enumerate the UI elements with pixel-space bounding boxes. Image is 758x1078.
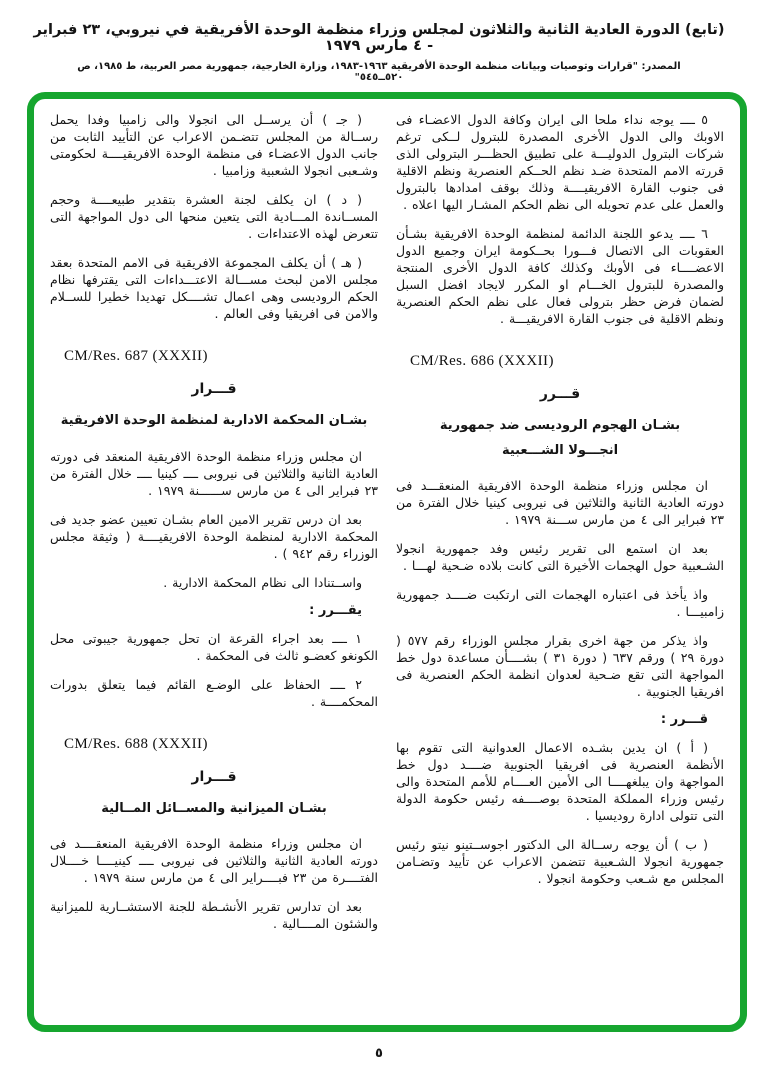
session-title: (تابع) الدورة العادية الثانية والثلاثون لمجلس وزراء منظمة الوحدة الأفريقية في نيروبي، ٢٣ فبراير - ٤ مارس ١٩٧٩	[33, 22, 725, 54]
preamble-687-1: ان مجلس وزراء منظمة الوحدة الافريقية المنعقد فى دورته العادية الثانية والثلاثين فى نيروبى ــــ كينيا ــــ خلال الفترة من ٢٣ فبراير الى ٤ من مارس ســــــنة ١٩٧٩ .	[50, 448, 378, 498]
decision-heading-686: قـــرر	[539, 386, 581, 402]
preamble-686-4: واذ يذكر من جهة اخرى بقرار مجلس الوزراء رقم ٥٧٧ ( دورة ٢٩ ) ورقم ٦٣٧ ( دورة ٣١ ) بشــــأن مساعدة دول خط المواجهة التى تقع ضـحية لعدوان انظمة الحكم العنصرية فى افريقيا الجنوبية .	[396, 633, 724, 700]
source-citation: المصدر: "قرارات وتوصيات وبيانات منظمة الوحدة الأفريقية ١٩٦٣-١٩٨٣، وزارة الخارجية، جمهورية مصر العربية، ط ١٩٨٥، ص ٥٢٠ــ٥٤٥"	[77, 61, 681, 83]
page-number: ٥	[375, 1046, 383, 1061]
decision-heading-687: قـــرار	[191, 381, 237, 397]
resolution-number-686: CM/Res. 686 (XXXII)	[410, 353, 554, 369]
operative-item-b: ( ب ) أن يوجه رســالة الى الدكتور اجوســتينو نيتو رئيس جمهورية انجولا الشـعبية تتضمن الاعراب عن تأييد وتضـامن المجلس مع شـعب وحكومة انجولا .	[396, 837, 724, 887]
paragraph-5: ٥ ــــ يوجه نداء ملحا الى ايران وكافة الدول الاعضـاء فى الاوبك والى الدول الأخرى المصدرة للبترول لــكى ترغم شركات البترول الدوليـــة على تطبيق الحظـــر البترولى الذى قررته الامم المتحدة ضـد نظم الحــكم العنصرية ونظم الاقلية فى جنوب القارة الافريقيــــة وذلك بوقف امدادها بالبترول والعمل على عدم تحويله الى نظم الحكم المشـار اليها اعلاه .	[396, 112, 724, 212]
subject-686-line1: بشـان الهجوم الروديسى ضد جمهورية	[439, 418, 681, 433]
right-column	[396, 111, 724, 1017]
subject-686-line2: انجـــولا الشـــعبية	[501, 442, 619, 458]
preamble-686-1: ان مجلس وزراء منظمة الوحدة الافريقية المنعقـــد فى دورته العادية الثانية والثلاثين فى نيروبى كينيا خلال الفترة من ٢٣ فبراير الى ٤ من مارس ســـنة ١٩٧٩ .	[396, 478, 724, 528]
operative-item-d: ( د ) ان يكلف لجنة العشرة بتقدير طبيعــــة وحجم المســاندة المـــادية التى يتعين منحها الى دول المواجهة التى تتعرض لهذه الاعتداءات .	[50, 192, 378, 241]
content-frame	[27, 92, 747, 1032]
left-column	[50, 111, 378, 1017]
subject-686	[396, 414, 724, 463]
decides-label-687: يقـــرر :	[309, 602, 362, 618]
preamble-687-3: واســتنادا الى نظام المحكمة الادارية .	[163, 574, 362, 590]
resolution-number-687: CM/Res. 687 (XXXII)	[64, 348, 208, 364]
preamble-686-3: واذ يأخذ فى اعتباره الهجمات التى ارتكبت ضــــد جمهورية زامبيـــا .	[396, 587, 724, 620]
preamble-686-2: بعد ان استمع الى تقرير رئيس وفد جمهورية انجولا الشـعبية حول الهجمات الأخيرة التى كانت بلاده ضـحية لهـــا .	[396, 541, 724, 574]
operative-item-1: ١ ــــ بعد اجراء القرعة ان تحل جمهورية جيبوتى محل الكونغو كعضـو ثالث فى المحكمة .	[50, 630, 378, 663]
operative-item-a: ( أ ) ان يدين بشـده الاعمال العدوانية التى تقوم بها الأنظمة العنصرية فى افريقيا الجنوبية ضــــد دول خط المواجهة وان يبلغهــــا الى الأمين العــــام للأمم المتحدة والى رئيس وزراء المملكة المتحدة بوصــــفه رئيس حكومة الدولة التى تتولى ادارة روديسيا .	[396, 740, 724, 824]
resolution-number-688: CM/Res. 688 (XXXII)	[64, 735, 208, 752]
decision-heading-688: قـــرار	[191, 768, 237, 785]
operative-item-2: ٢ ــــ الحفاظ على الوضـع القائم فيما يتعلق بدورات المحكمــــة .	[50, 676, 378, 709]
paragraph-6: ٦ ــــ يدعو اللجنة الدائمة لمنظمة الوحدة الافريقية بشـأن العقوبات الى الاتصال فـــورا بحــكومة ايران وجميع الدول الاعضــــاء فى الأوبك وكذلك كافة الدول الأخرى المنتجة والمصدرة للبترول الخـــام او المكرر لايجاد افضل السبل لضمان فرض حظر بترولى فعال على نظم الحكم العنصرية ونظم الاقلية فى جنوب القارة الافريقيـــة .	[396, 226, 724, 326]
preamble-688-2: بعد ان تدارس تقرير الأنشـطة للجنة الاستشــارية للميزانية والشئون المــــالية .	[50, 899, 378, 932]
two-column-layout	[50, 111, 724, 1017]
operative-item-c: ( جـ ) أن يرســل الى انجولا والى زامبيا وفدا يحمل رســالة من المجلس تتضـمن الاعراب عن التأييد الثابت من جانب الدول الاعضـاء فى منظمة الوحدة الافريقيــــة لحكومتى وشـعبى انجولا الشعبية وزامبيا .	[50, 112, 378, 178]
preamble-688-1: ان مجلس وزراء منظمة الوحدة الافريقية المنعقــــد فى دورته العادية الثانية والثلاثين فى نيروبى ــــ كينيــــا خــــلال الفتــــرة من ٢٣ فبــــراير الى ٤ من مارس سنة ١٩٧٩ .	[50, 836, 378, 886]
subject-688: بشـان الميزانية والمســائل المــالية	[101, 800, 327, 816]
preamble-687-2: بعد ان درس تقرير الامين العام بشـان تعيين عضو جديد فى المحكمة الادارية لمنظمة الوحدة الافريقيــــة ( وثيقة مجلس الوزراء رقم ٩٤٢ ) .	[50, 511, 378, 561]
subject-687: بشـان المحكمة الادارية لمنظمة الوحدة الافريقية	[60, 413, 368, 428]
page-header	[0, 22, 758, 83]
operative-item-e: ( هـ ) أن يكلف المجموعة الافريقية فى الامم المتحدة بعقد مجلس الامن لبحث مســـالة الاعتـــداءات التى يقترفها نظام الحكم الروديسى وهى اعمال تشــــكل تهديدا خطيرا للســلام والامن فى افريقيا وفى العالم .	[50, 255, 378, 321]
decides-label-686: قـــرر :	[660, 712, 708, 728]
